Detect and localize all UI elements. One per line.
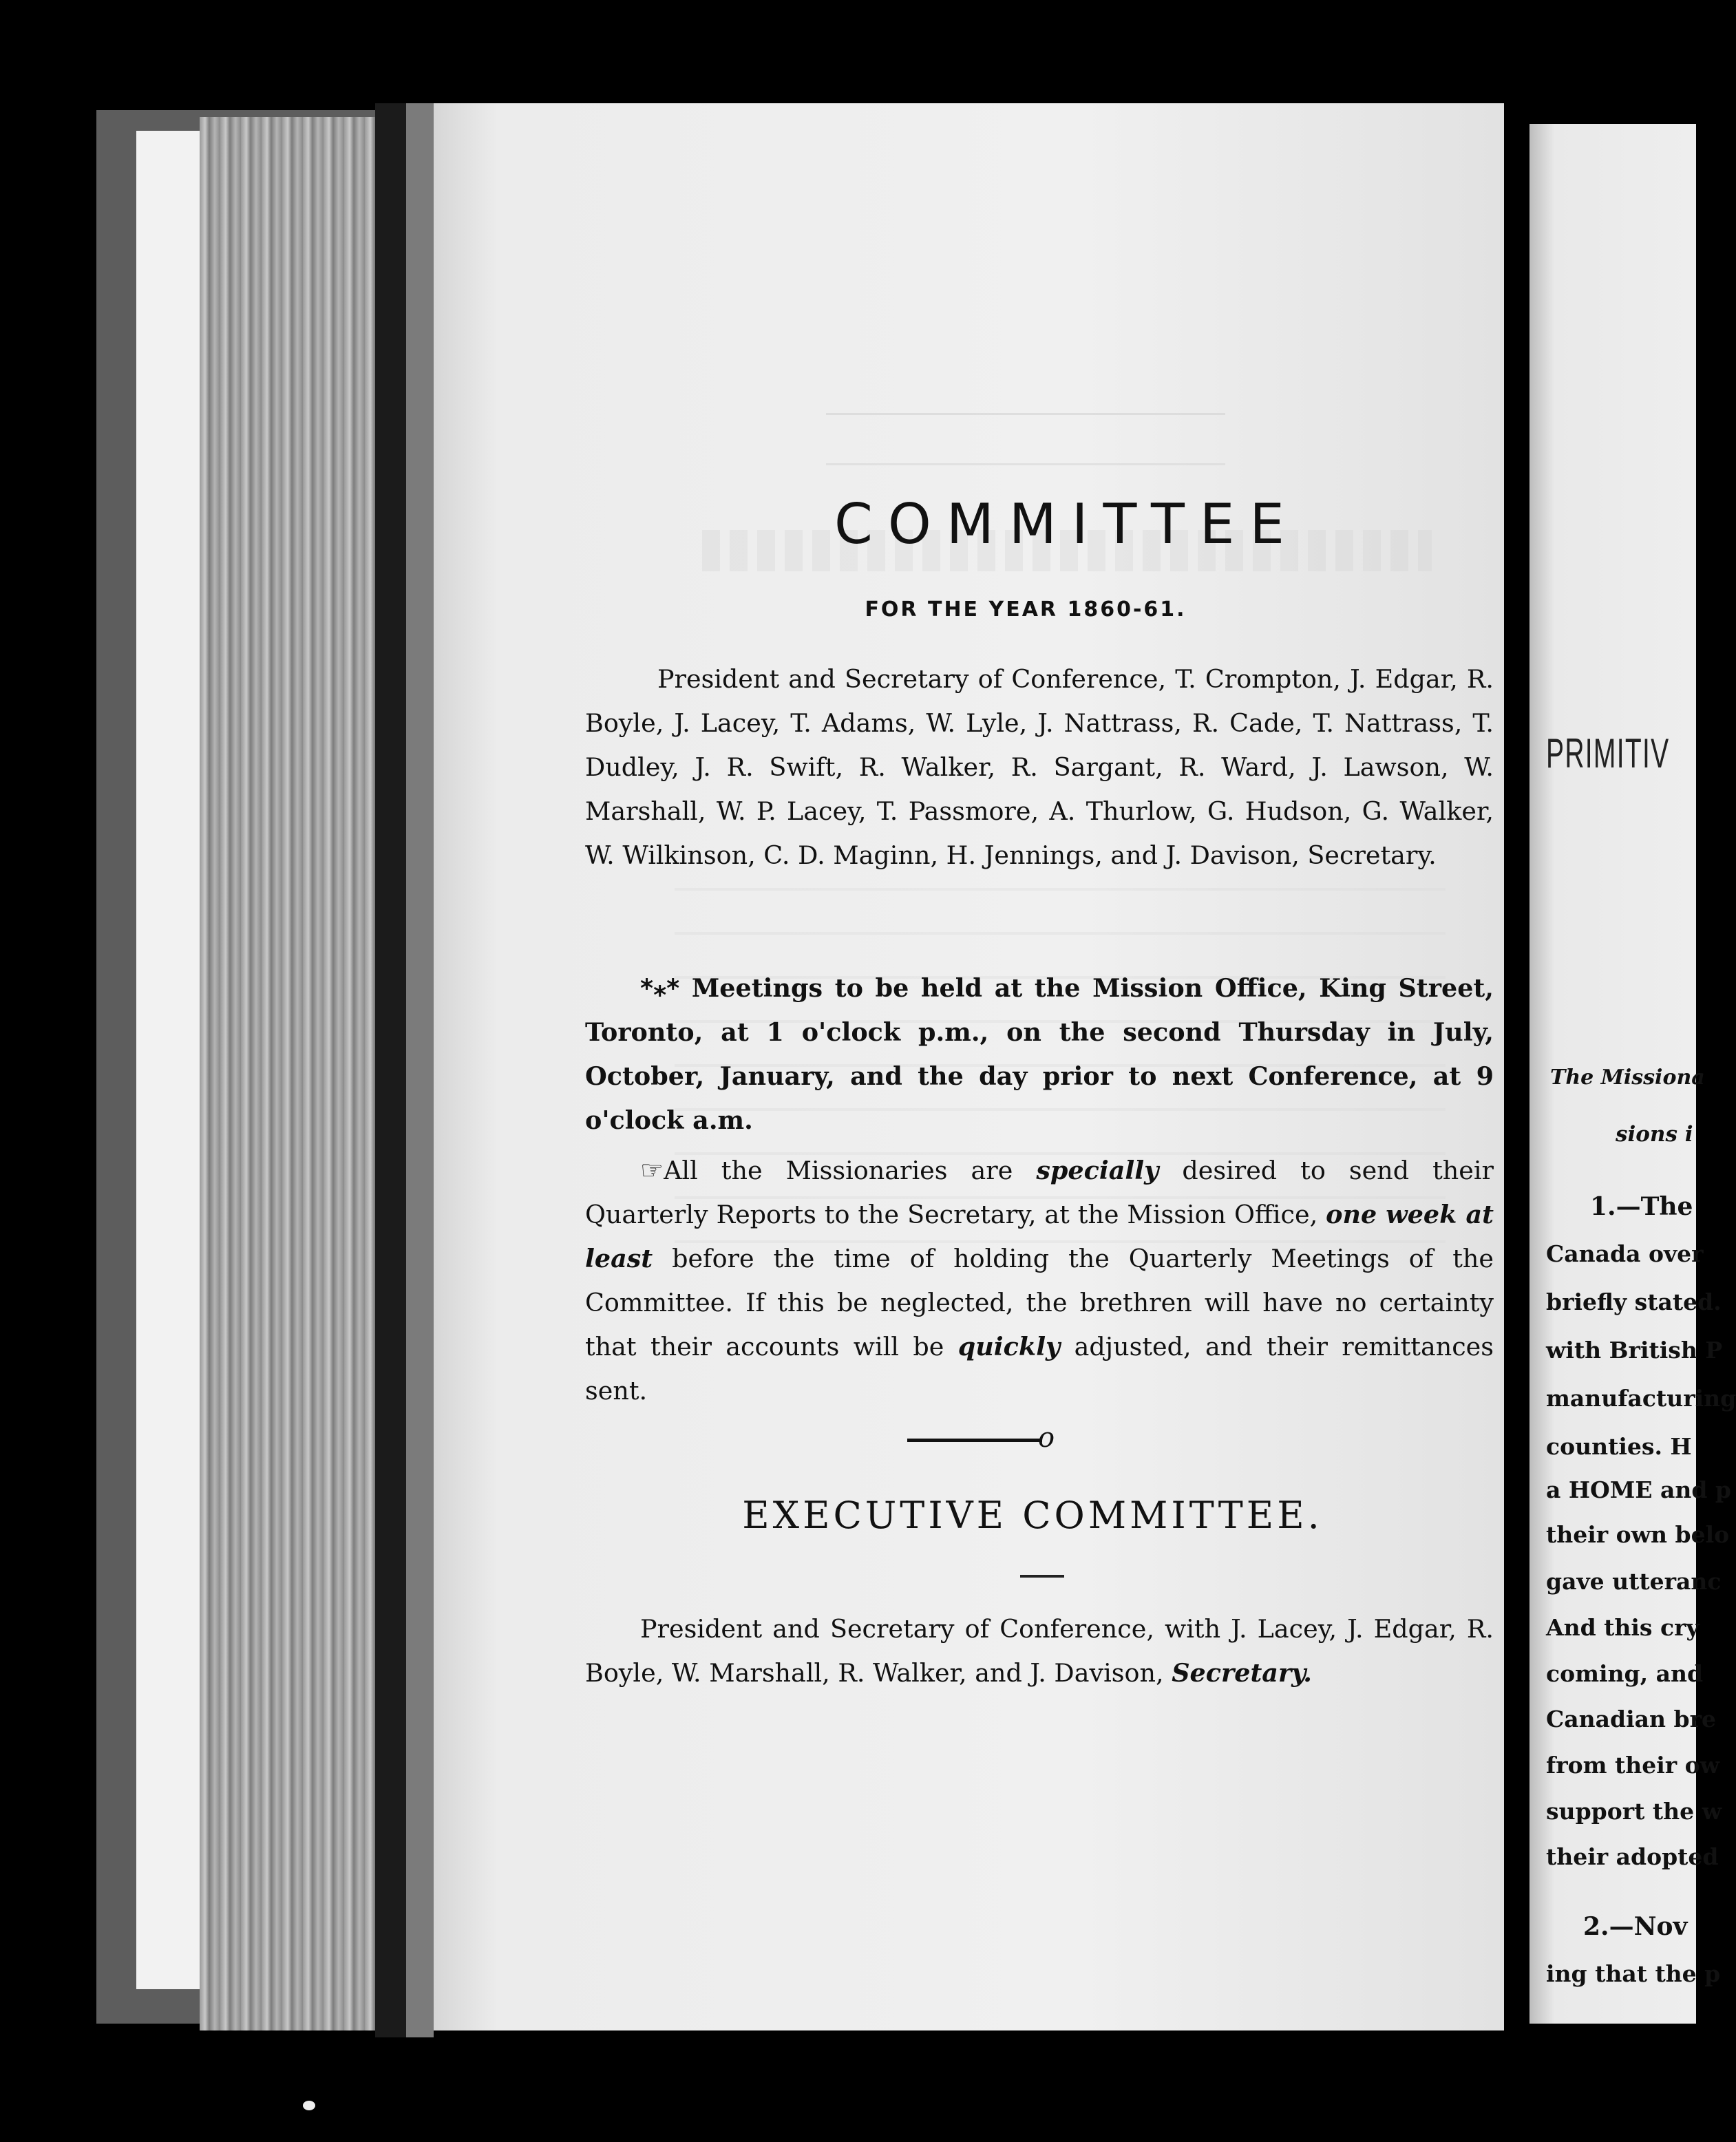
committee-members-paragraph: President and Secretary of Conference, T. Crompton, J. Edgar, R. Boyle, J. Lacey, T. Adams, W. Lyle, J. Nattrass, R. Cade, T. Nattrass, T. Dudley, J. R. Swift, R. Walker, R. Sargant, R. Ward, J. Lawson, W. Marshall, W. P. Lacey, T. Passmore, A. Thurlow, G. Hudson, G. Walker, W. Wilkinson, C. D. Maginn, H. Jennings, and J. Davison, Secretary. xyxy=(585,664,1494,870)
executive-committee-title: EXECUTIVE COMMITTEE. xyxy=(742,1494,1323,1537)
page-title: COMMITTEE xyxy=(834,492,1300,556)
facing-line: briefly stated. xyxy=(1546,1289,1722,1315)
divider-mark: o xyxy=(1038,1422,1055,1454)
executive-text: President and Secretary of Conference, with J. Lacey, J. Edgar, R. Boyle, W. Marshall, R. Walker, and J. Davison, xyxy=(585,1614,1494,1688)
facing-line: 1.—The xyxy=(1590,1192,1693,1221)
notice-paragraph xyxy=(585,1148,1494,1413)
gutter xyxy=(1504,124,1532,2024)
facing-line: with British P xyxy=(1546,1337,1723,1364)
facing-section-sub: sions i xyxy=(1616,1122,1693,1147)
notice-text: desired to send their Quarterly Reports to the Secretary, at the Mission Office, xyxy=(585,1156,1494,1229)
spine-shadow xyxy=(375,103,410,2037)
notice-emphasis: quickly xyxy=(957,1332,1061,1361)
notice-text: before the time of holding the Quarterly Meetings of the Committee. If this be neglected, the brethren will have no certainty that their accounts will be xyxy=(585,1244,1494,1361)
section-divider xyxy=(907,1439,1042,1442)
facing-line: a HOME and p xyxy=(1546,1476,1731,1503)
spine-fold xyxy=(406,103,434,2037)
facing-line: 2.—Nov xyxy=(1583,1912,1688,1941)
facing-line: And this cry xyxy=(1546,1614,1700,1641)
cover-endpaper xyxy=(136,131,200,1989)
notice-emphasis: specially xyxy=(1036,1156,1159,1185)
facing-heading: PRIMITIV xyxy=(1546,730,1670,776)
facing-line: Canada over xyxy=(1546,1240,1704,1267)
dust-speck xyxy=(303,2101,315,2110)
title-rule xyxy=(1020,1575,1064,1578)
facing-line: their adopted xyxy=(1546,1843,1719,1870)
facing-line: ing that the p xyxy=(1546,1960,1721,1987)
facing-line: counties. H xyxy=(1546,1433,1692,1460)
page-subtitle: FOR THE YEAR 1860-61. xyxy=(865,597,1187,622)
facing-line: coming, and xyxy=(1546,1660,1704,1687)
notice-text: All the Missionaries are xyxy=(664,1156,1013,1185)
notice-emphasis: one week at least xyxy=(585,1200,1494,1273)
facing-line: manufacturing xyxy=(1546,1385,1736,1412)
meetings-text: Meetings to be held at the Mission Office, King Street, Toronto, at 1 o'clock p.m., on the second Thursday in July, October, January, and the day prior to next Conference, at 9 o'clock a.m. xyxy=(585,973,1494,1135)
meetings-paragraph xyxy=(585,966,1494,1143)
executive-members-paragraph xyxy=(585,1607,1494,1695)
notice-text: adjusted, and their remittances sent. xyxy=(585,1332,1494,1406)
facing-line: from their ow xyxy=(1546,1752,1720,1779)
asterism-symbol: *⁎* xyxy=(640,973,680,1003)
facing-section-title: The Missiona xyxy=(1550,1065,1705,1090)
pointing-hand-icon: ☞ xyxy=(640,1155,664,1185)
facing-line: their own belo xyxy=(1546,1521,1730,1548)
executive-secretary: Secretary. xyxy=(1172,1658,1312,1688)
facing-line: support the w xyxy=(1546,1798,1722,1825)
facing-line: gave utteranc xyxy=(1546,1568,1722,1595)
facing-line: Canadian bre xyxy=(1546,1706,1716,1732)
facing-page xyxy=(1529,124,1736,2024)
